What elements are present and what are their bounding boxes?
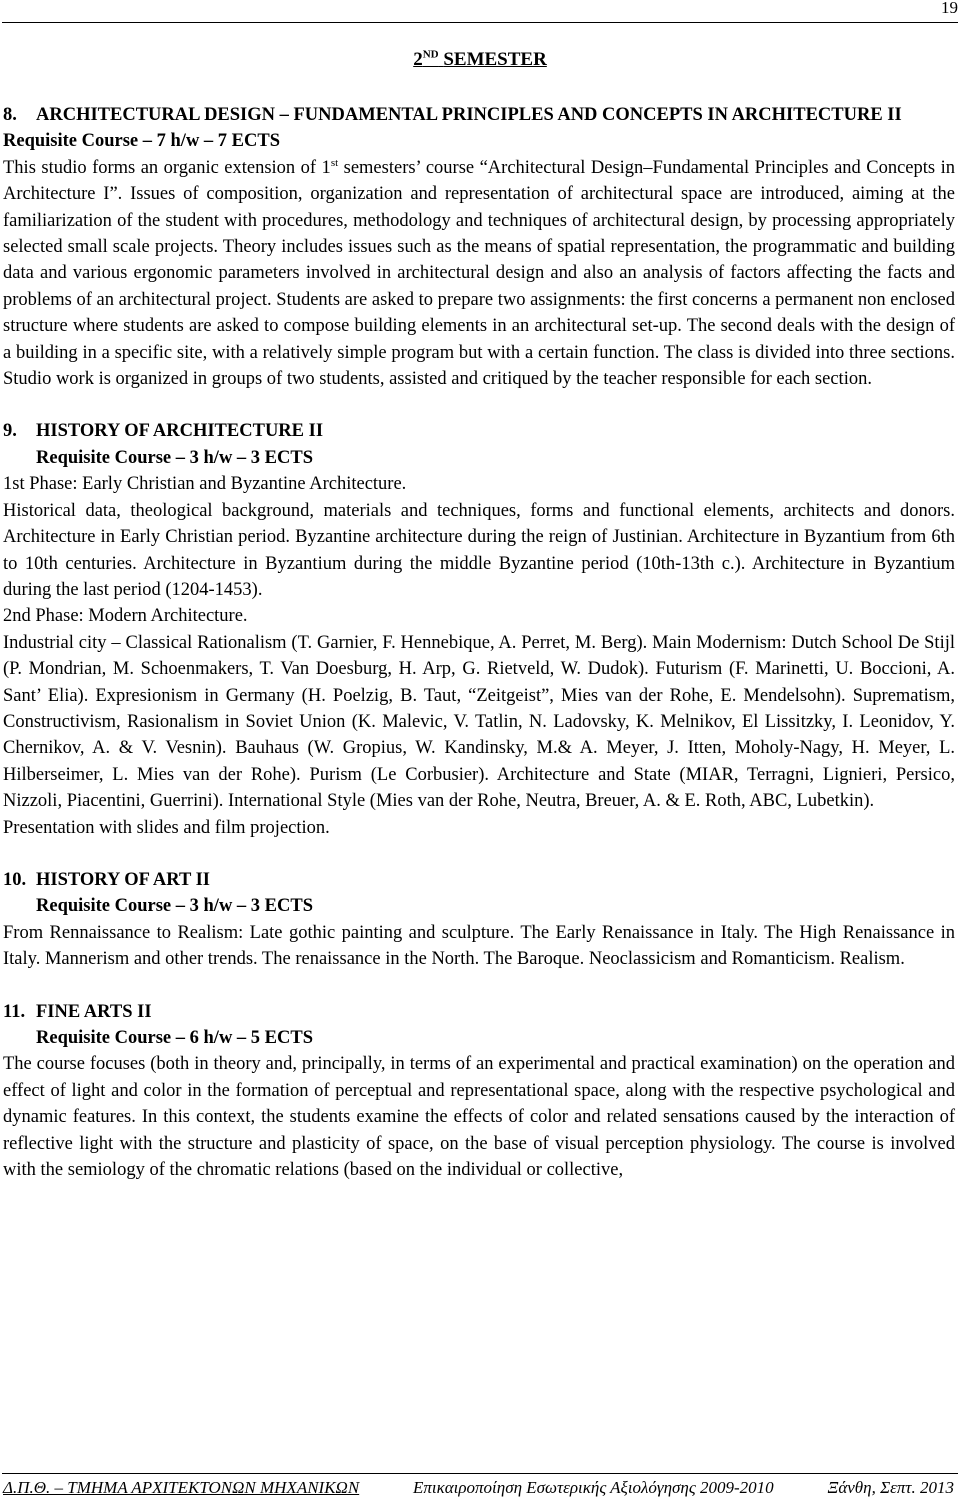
footer-report: Επικαιροποίηση Εσωτερικής Αξιολόγησης 2009-2010 [412,1478,774,1497]
phase-heading: 2nd Phase: Modern Architecture. [3,606,248,627]
course-number: 11. [3,1001,26,1022]
course-description [3,155,955,393]
phase-heading: 1st Phase: Early Christian and Byzantine Architecture. [3,474,407,495]
course-requisite: Requisite Course – 3 h/w – 3 ECTS [36,896,314,917]
course-description: The course focuses (both in theory and, principally, in terms of an experimental and practical examination) on the operation and effect of light and color in the formation of perceptual and representational space, along with the respective psychological and dynamic features. In this context, the students examine the effects of color and related sensations caused by the interaction of reflective light with the structure and plasticity of space, on the base of visual perception physiology. The course is involved with the semiology of the chromatic relations (based on the individual or collective, [3,1054,955,1181]
phase-description: Industrial city – Classical Rationalism (T. Garnier, F. Hennebique, A. Perret, M. Berg). Main Modernism: Dutch School De Stijl (P. Mondrian, M. Schoenmakers, T. Van Doesburg, H. Arp, G. Rietveld, W. Dudok). Futurism (F. Marinetti, U. Boccioni, A. Sant’ Elia). Expresionism in Germany (H. Poelzig, B. Taut, “Zeitgeist”, Mies van der Rohe, E. Mendelsohn). Suprematism, Constructivism, Rasionalism in Soviet Union (K. Malevic, V. Tatlin, N. Ladovsky, K. Melnikov, El Lissitzky, I. Leonidov, Y. Chernikov, A. & V. Vesnin). Bauhaus (W. Gropius, W. Kandinsky, M.& A. Meyer, J. Itten, Moholy-Nagy, H. Meyer, L. Hilberseimer, L. Mies van der Rohe). Purism (Le Corbusier). Architecture and State (MIAR, Terragni, Lignieri, Persico, Nizzoli, Piacentini, Guerrini). International Style (Mies van der Rohe, Neutra, Breuer, A. & E. Roth, ABC, Lubetkin). [3,632,955,812]
page-footer [3,1478,954,1498]
footer-place-date: Ξάνθη, Σεπτ. 2013 [827,1478,954,1497]
course-9 [3,418,955,841]
course-11 [3,999,955,1184]
course-number: 8. [3,105,17,125]
course-description: From Rennaissance to Realism: Late gothic painting and sculpture. The Early Renaissance in Italy. The High Renaissance in Italy. Mannerism and other trends. The renaissance in the North. The Baroque. Neoclassicism and Romanticism. Realism. [3,922,955,970]
semester-num: 2 [413,49,423,70]
footer-institution: Δ.Π.Θ. – ΤΜΗΜΑ ΑΡΧΙΤΕΚΤΟΝΩΝ ΜΗΧΑΝΙΚΩΝ [3,1478,360,1497]
course-title-text: HISTORY OF ART II [36,869,210,890]
description-sup: st [330,156,339,169]
course-title-text: HISTORY OF ARCHITECTURE II [36,421,324,442]
footer-rule [2,1473,958,1474]
course-requisite: Requisite Course – 3 h/w – 3 ECTS [36,447,314,468]
description-part: This studio forms an organic extension of 1 [3,157,331,178]
course-number: 9. [3,421,17,442]
phase-description: Historical data, theological background, materials and techniques, forms and functional elements, architects and donors. Architecture in Early Christian period. Byzantine architecture during the reign of Justinian. Architecture in Byzantium from 6th to 10th centuries. Architecture in Byzantium during the middle Byzantine period (10th-13th c.). Architecture in Byzantium during the last period (1204-1453). [3,500,955,600]
semester-label: SEMESTER [443,49,547,70]
course-title [3,867,955,893]
header-rule [2,22,958,23]
course-title-text: ARCHITECTURAL DESIGN – FUNDAMENTAL PRINCIPLES AND CONCEPTS IN ARCHITECTURE II [36,105,902,125]
semester-sup: ND [422,48,439,61]
course-requisite: Requisite Course – 6 h/w – 5 ECTS [36,1028,314,1048]
course-title-text: FINE ARTS II [36,1001,152,1022]
course-10 [3,867,955,973]
semester-title [0,49,960,71]
course-number: 10. [3,869,27,890]
course-8 [3,102,955,392]
course-requisite: Requisite Course – 7 h/w – 7 ECTS [3,131,281,152]
page-number: 19 [941,0,958,17]
closing-note: Presentation with slides and film projection. [3,817,330,838]
course-title [3,999,955,1025]
description-part: semesters’ course “Architectural Design–Fundamental Principles and Concepts in Architecture I”. Issues of composition, organization and representation of architectural space are introduced, aiming at the familiarization of the student with procedures, methodology and techniques of architectural design, by processing appropriately selected small scale projects. Theory includes issues such as the means of spatial representation, the programmatic and building data and various ergonomic parameters involved in architectural design and also an analysis of factors affecting the facts and problems of an architectural project. Students are asked to prepare two assignments: the first concerns a permanent non enclosed structure where students are asked to compose building elements in an architectural set-up. The second deals with the design of a building in a specific site, with a relatively simple program but with a certain function. The class is divided into three sections. Studio work is organized in groups of two students, assisted and critiqued by the teacher responsible for each section. [3,157,955,390]
page-content [3,102,955,1183]
course-title [3,418,955,444]
course-title [3,102,955,128]
